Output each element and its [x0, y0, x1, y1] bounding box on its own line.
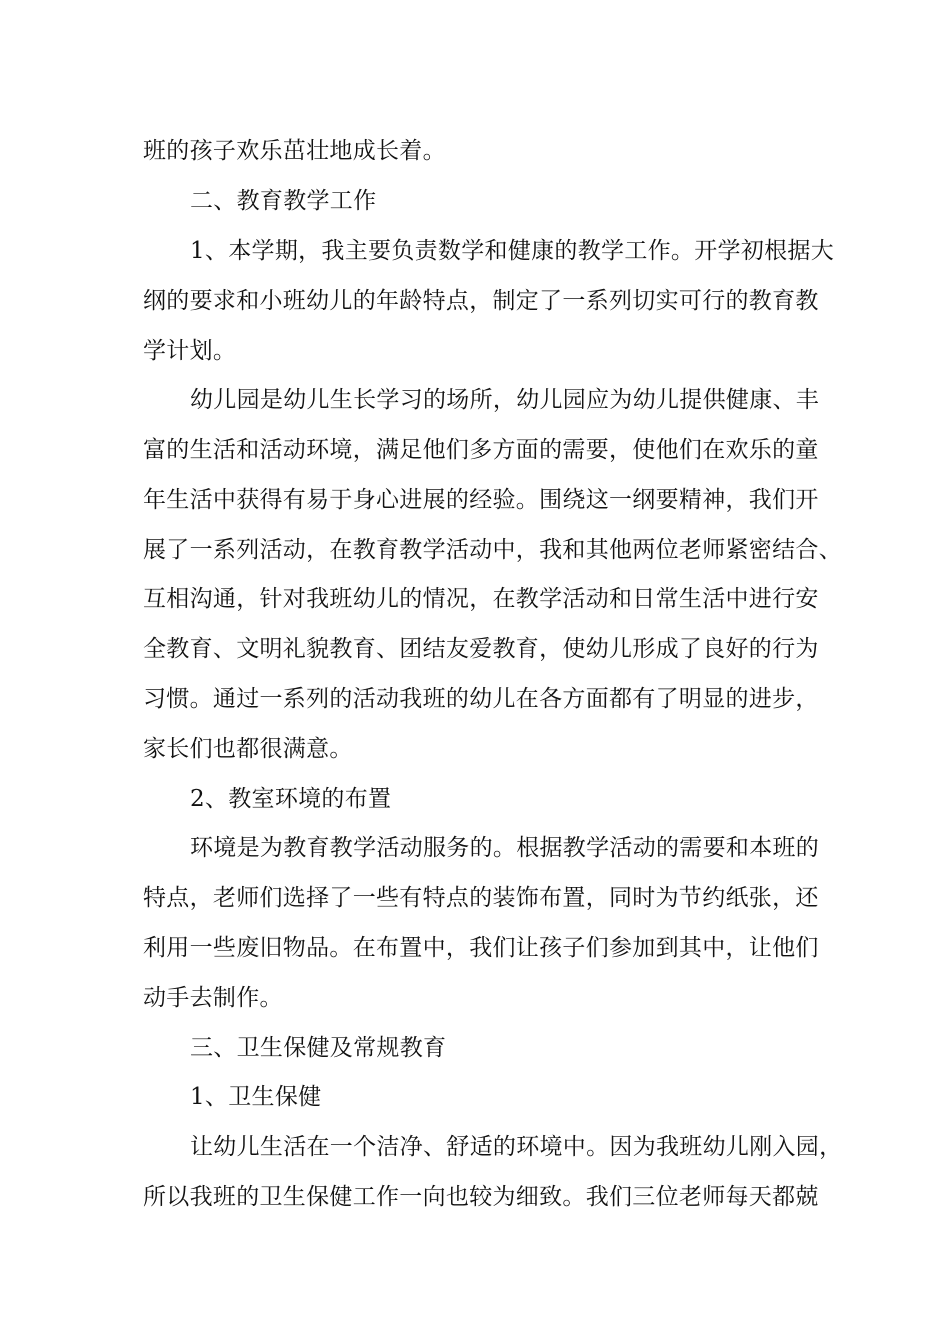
text-line: 纲的要求和小班幼儿的年龄特点，制定了一系列切实可行的教育教	[143, 288, 819, 314]
subsection-heading: 1、卫生保健	[190, 1084, 322, 1110]
text-line: 家长们也都很满意。	[143, 736, 353, 762]
text-line: 幼儿园是幼儿生长学习的场所，幼儿园应为幼儿提供健康、丰	[190, 387, 820, 413]
text-line: 互相沟通，针对我班幼儿的情况，在教学活动和日常生活中进行安	[143, 586, 819, 612]
text-line: 环境是为教育教学活动服务的。根据教学活动的需要和本班的	[190, 835, 820, 861]
section-heading: 三、卫生保健及常规教育	[190, 1035, 447, 1061]
text-line: 让幼儿生活在一个洁净、舒适的环境中。因为我班幼儿刚入园，	[190, 1134, 843, 1160]
text-line: 利用一些废旧物品。在布置中，我们让孩子们参加到其中，让他们	[143, 935, 819, 961]
text-line: 年生活中获得有易于身心进展的经验。围绕这一纲要精神，我们开	[143, 487, 819, 513]
text-line: 特点，老师们选择了一些有特点的装饰布置，同时为节约纸张，还	[143, 885, 819, 911]
text-line: 动手去制作。	[143, 985, 283, 1011]
text-line: 1、本学期，我主要负责数学和健康的教学工作。开学初根据大	[190, 238, 835, 264]
text-line: 展了一系列活动，在教育教学活动中，我和其他两位老师紧密结合、	[143, 537, 842, 563]
section-heading: 二、教育教学工作	[190, 188, 377, 214]
text-line: 所以我班的卫生保健工作一向也较为细致。我们三位老师每天都兢	[143, 1184, 819, 1210]
text-line: 习惯。通过一系列的活动我班的幼儿在各方面都有了明显的进步，	[143, 686, 819, 712]
text-line: 富的生活和活动环境，满足他们多方面的需要，使他们在欢乐的童	[143, 437, 819, 463]
text-line: 学计划。	[143, 338, 237, 364]
subsection-heading: 2、教室环境的布置	[190, 786, 392, 812]
text-line: 班的孩子欢乐茁壮地成长着。	[143, 138, 446, 164]
text-line: 全教育、文明礼貌教育、团结友爱教育，使幼儿形成了良好的行为	[143, 636, 819, 662]
